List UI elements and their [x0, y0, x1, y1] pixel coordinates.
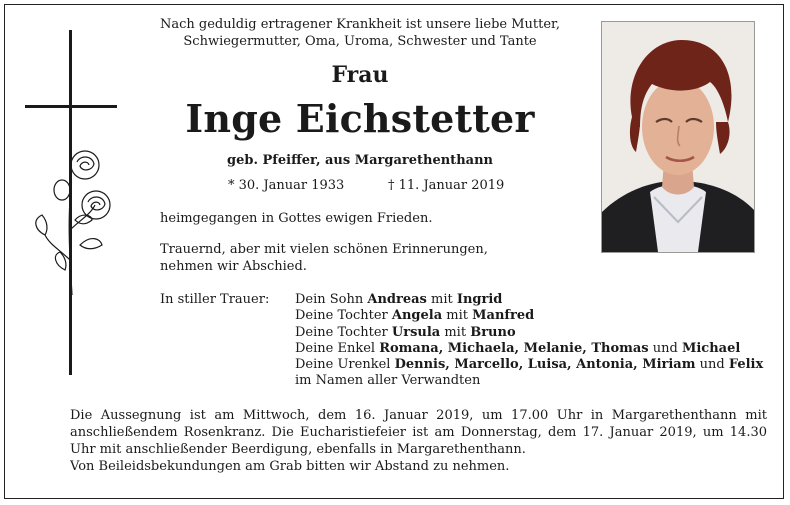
passed-text: heimgegangen in Gottes ewigen Frieden. [160, 211, 433, 226]
death-date: † 11. Januar 2019 [388, 178, 505, 193]
mourner-line: Dein Sohn Andreas mit Ingrid [295, 292, 503, 307]
mourning-label: In stiller Trauer: [160, 292, 270, 307]
mourner-line: Deine Enkel Romana, Michaela, Melanie, Thomas und Michael [295, 340, 741, 356]
service-details [70, 407, 767, 475]
birth-date: * 30. Januar 1933 [228, 178, 345, 193]
intro-text [160, 16, 560, 50]
intro-line-1: Nach geduldig ertragener Krankheit ist unsere liebe Mutter, [160, 17, 560, 32]
salutation: Frau [331, 62, 389, 88]
condolence-text: Von Beileidsbekundungen am Grab bitten wir Abstand zu nehmen. [70, 459, 510, 474]
farewell-line-2: nehmen wir Abschied. [160, 259, 307, 274]
mourner-line: Deine Tochter Ursula mit Bruno [295, 324, 516, 340]
mourner-line: Deine Tochter Angela mit Manfred [295, 308, 535, 324]
service-text: Die Aussegnung ist am Mittwoch, dem 16. Januar 2019, um 17.00 Uhr in Margarethenthann mit anschließendem Rosenkranz. Die Eucharistiefeier ist am Donnerstag, dem 17. Januar 2019, um 14.30 Uhr mit anschließender Beerdigung, ebenfalls in Margarethenthann. [70, 408, 767, 457]
farewell-line-1: Trauernd, aber mit vielen schönen Erinnerungen, [160, 242, 488, 257]
portrait-image-icon [602, 22, 754, 252]
deceased-name: Inge Eichstetter [185, 96, 535, 141]
intro-line-2: Schwiegermutter, Oma, Uroma, Schwester und Tante [183, 34, 537, 49]
farewell-text [160, 241, 488, 275]
cross-with-roses-icon [20, 30, 120, 375]
mourners-list [295, 292, 763, 390]
mourner-line: Deine Urenkel Dennis, Marcello, Luisa, Antonia, Miriam und Felix [295, 357, 764, 373]
portrait-photo [601, 21, 755, 253]
birth-name-origin: geb. Pfeiffer, aus Margarethenthann [227, 153, 493, 168]
mourner-line: im Namen aller Verwandten [295, 373, 481, 389]
